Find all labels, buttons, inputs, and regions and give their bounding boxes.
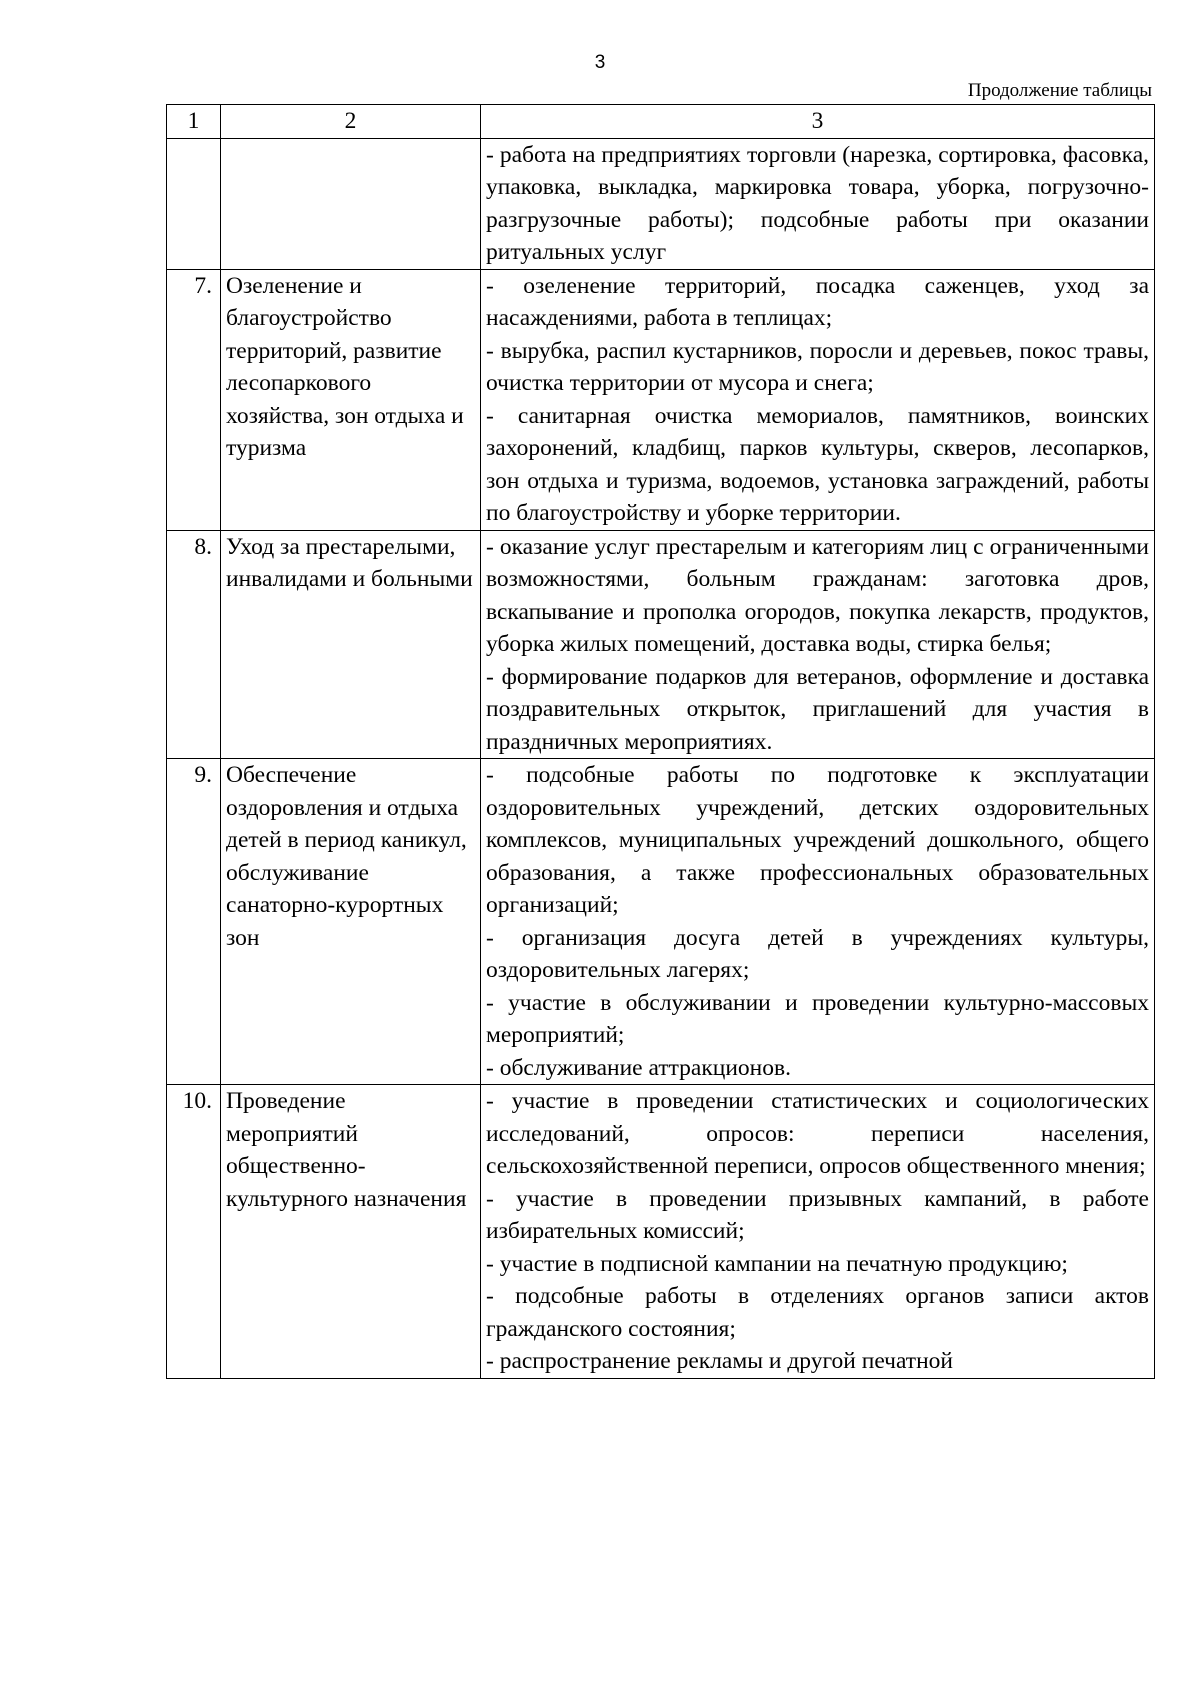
work-item: - участие в обслуживании и проведении культурно-массовых мероприятий; <box>486 989 1149 1048</box>
table-row <box>167 269 1155 530</box>
work-item: - распространение рекламы и другой печатной <box>486 1348 953 1374</box>
table-row <box>167 138 1155 269</box>
row-category: Проведение мероприятий общественно-культурного назначения <box>221 1085 481 1379</box>
row-category: Обеспечение оздоровления и отдыха детей в период каникул, обслуживание санаторно-курортных зон <box>221 759 481 1085</box>
work-item: - оказание услуг престарелым и категориям лиц с ограниченными возможностями, больным гражданам: заготовка дров, вскапывание и прополка огородов, покупка лекарств, продуктов, уборка жилых помещений, доставка воды, стирка белья; <box>486 533 1149 657</box>
row-number: 10. <box>167 1085 221 1379</box>
work-item: - обслуживание аттракционов. <box>486 1054 791 1081</box>
row-category <box>221 138 481 269</box>
row-works <box>481 530 1155 759</box>
work-item: - подсобные работы в отделениях органов записи актов гражданского состояния; <box>486 1283 1149 1342</box>
row-number: 8. <box>167 530 221 759</box>
work-item: - озеленение территорий, посадка саженцев, уход за насаждениями, работа в теплицах; <box>486 272 1149 331</box>
row-category: Уход за престарелыми, инвалидами и больными <box>221 530 481 759</box>
row-works <box>481 1085 1155 1379</box>
row-works <box>481 269 1155 530</box>
header-col-3: 3 <box>481 105 1155 139</box>
table-header-row <box>167 105 1155 139</box>
row-works <box>481 759 1155 1085</box>
header-col-2: 2 <box>221 105 481 139</box>
works-table <box>166 104 1155 1379</box>
row-number: 7. <box>167 269 221 530</box>
table-row <box>167 530 1155 759</box>
work-item: - подсобные работы по подготовке к эксплуатации оздоровительных учреждений, детских оздоровительных комплексов, муниципальных учреждений дошкольного, общего образования, а также профессиональных образовательных организаций; <box>486 762 1149 918</box>
work-item: - работа на предприятиях торговли (нарезка, сортировка, фасовка, упаковка, выкладка, маркировка товара, уборка, погрузочно-разгрузочные работы); подсобные работы при оказании ритуальных услуг <box>486 141 1149 265</box>
page-number: 3 <box>594 52 606 73</box>
table-continuation-label: Продолжение таблицы <box>967 80 1152 101</box>
work-item: - формирование подарков для ветеранов, оформление и доставка поздравительных открыток, приглашений для участия в праздничных мероприятиях. <box>486 663 1149 755</box>
header-col-1: 1 <box>167 105 221 139</box>
row-works <box>481 138 1155 269</box>
work-item: - санитарная очистка мемориалов, памятников, воинских захоронений, кладбищ, парков культуры, скверов, лесопарков, зон отдыха и туризма, водоемов, установка заграждений, работы по благоустройству и уборке территории. <box>486 402 1149 526</box>
table-row <box>167 1085 1155 1379</box>
work-item: - участие в проведении статистических и социологических исследований, опросов: переписи населения, сельскохозяйственной переписи, опросов общественного мнения; <box>486 1088 1149 1179</box>
row-number <box>167 138 221 269</box>
work-item: - участие в подписной кампании на печатную продукцию; <box>486 1250 1068 1277</box>
work-item: - участие в проведении призывных кампаний, в работе избирательных комиссий; <box>486 1185 1149 1244</box>
row-category: Озеленение и благоустройство территорий, развитие лесопаркового хозяйства, зон отдыха и туризма <box>221 269 481 530</box>
row-number: 9. <box>167 759 221 1085</box>
work-item: - организация досуга детей в учреждениях культуры, оздоровительных лагерях; <box>486 924 1149 983</box>
work-item: - вырубка, распил кустарников, поросли и деревьев, покос травы, очистка территории от мусора и снега; <box>486 337 1149 396</box>
table-row <box>167 759 1155 1085</box>
